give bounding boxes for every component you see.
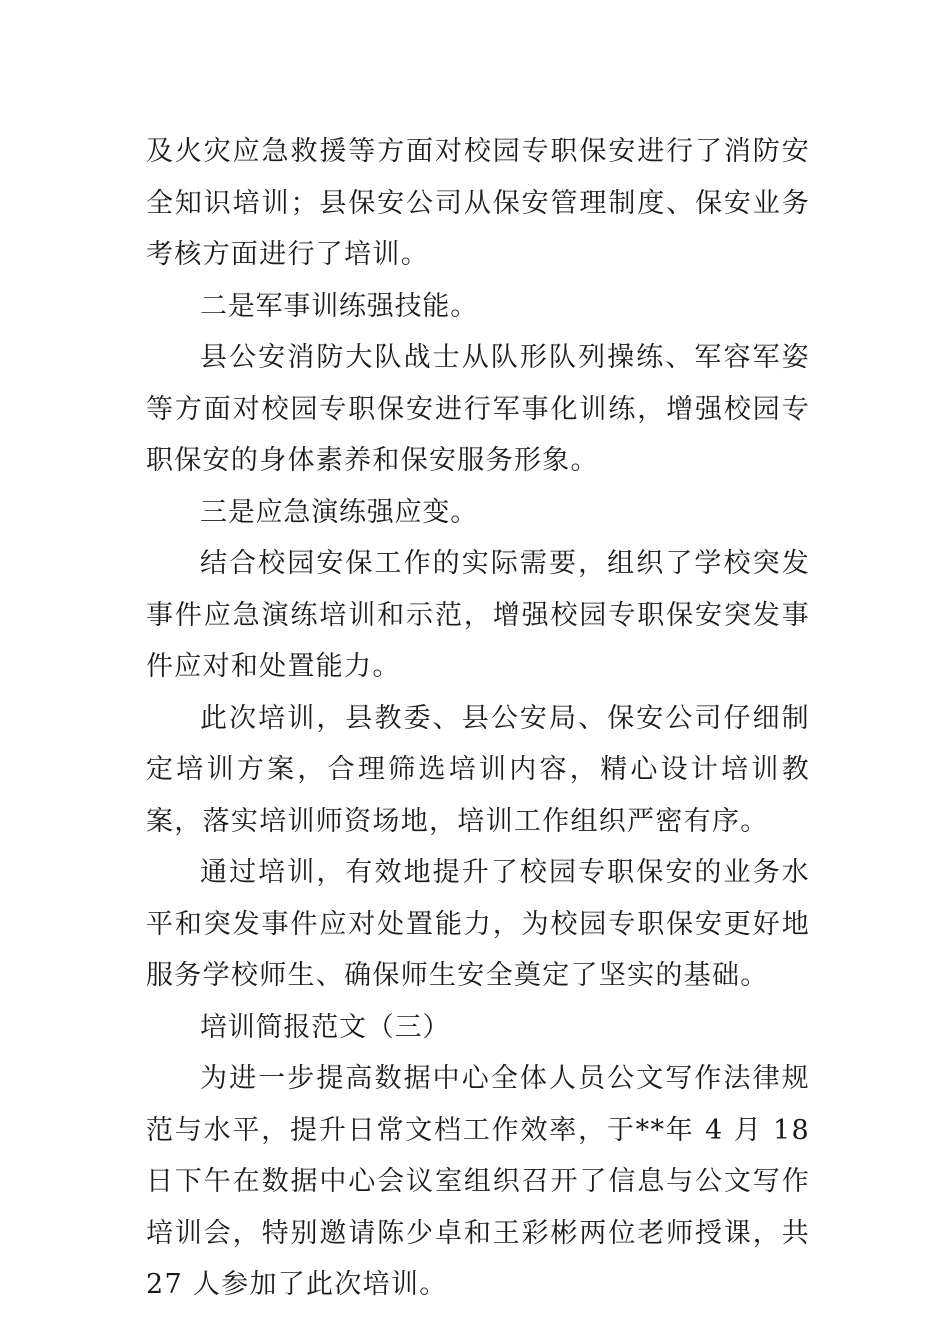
- section-heading-military-training: 二是军事训练强技能。: [200, 290, 478, 322]
- paragraph-data-center-training: 为进一步提高数据中心全体人员公文写作法律规范与水平，提升日常文档工作效率，于**年 4 月 18 日下午在数据中心会议室组织召开了信息与公文写作培训会，特别邀请陈少卓和王彩彬两位老师授课，共 27 人参加了此次培训。: [146, 1063, 810, 1300]
- paragraph-continuation: 及火灾应急救援等方面对校园专职保安进行了消防安全知识培训；县保安公司从保安管理制度、保安业务考核方面进行了培训。: [146, 136, 810, 270]
- document-body: [146, 126, 810, 1311]
- paragraph-outcome: 通过培训，有效地提升了校园专职保安的业务水平和突发事件应对处置能力，为校园专职保安更好地服务学校师生、确保师生安全奠定了坚实的基础。: [146, 857, 810, 991]
- paragraph-organization: 此次培训，县教委、县公安局、保安公司仔细制定培训方案，合理筛选培训内容，精心设计培训教案，落实培训师资场地，培训工作组织严密有序。: [146, 702, 810, 837]
- paragraph-emergency-drill: 结合校园安保工作的实际需要，组织了学校突发事件应急演练培训和示范，增强校园专职保安突发事件应对和处置能力。: [146, 548, 810, 682]
- section-heading-sample-three: 培训简报范文（三）: [200, 1011, 451, 1043]
- paragraph-military-training: 县公安消防大队战士从队形队列操练、军容军姿等方面对校园专职保安进行军事化训练，增强校园专职保安的身体素养和保安服务形象。: [146, 342, 810, 476]
- section-heading-emergency-drill: 三是应急演练强应变。: [200, 496, 478, 528]
